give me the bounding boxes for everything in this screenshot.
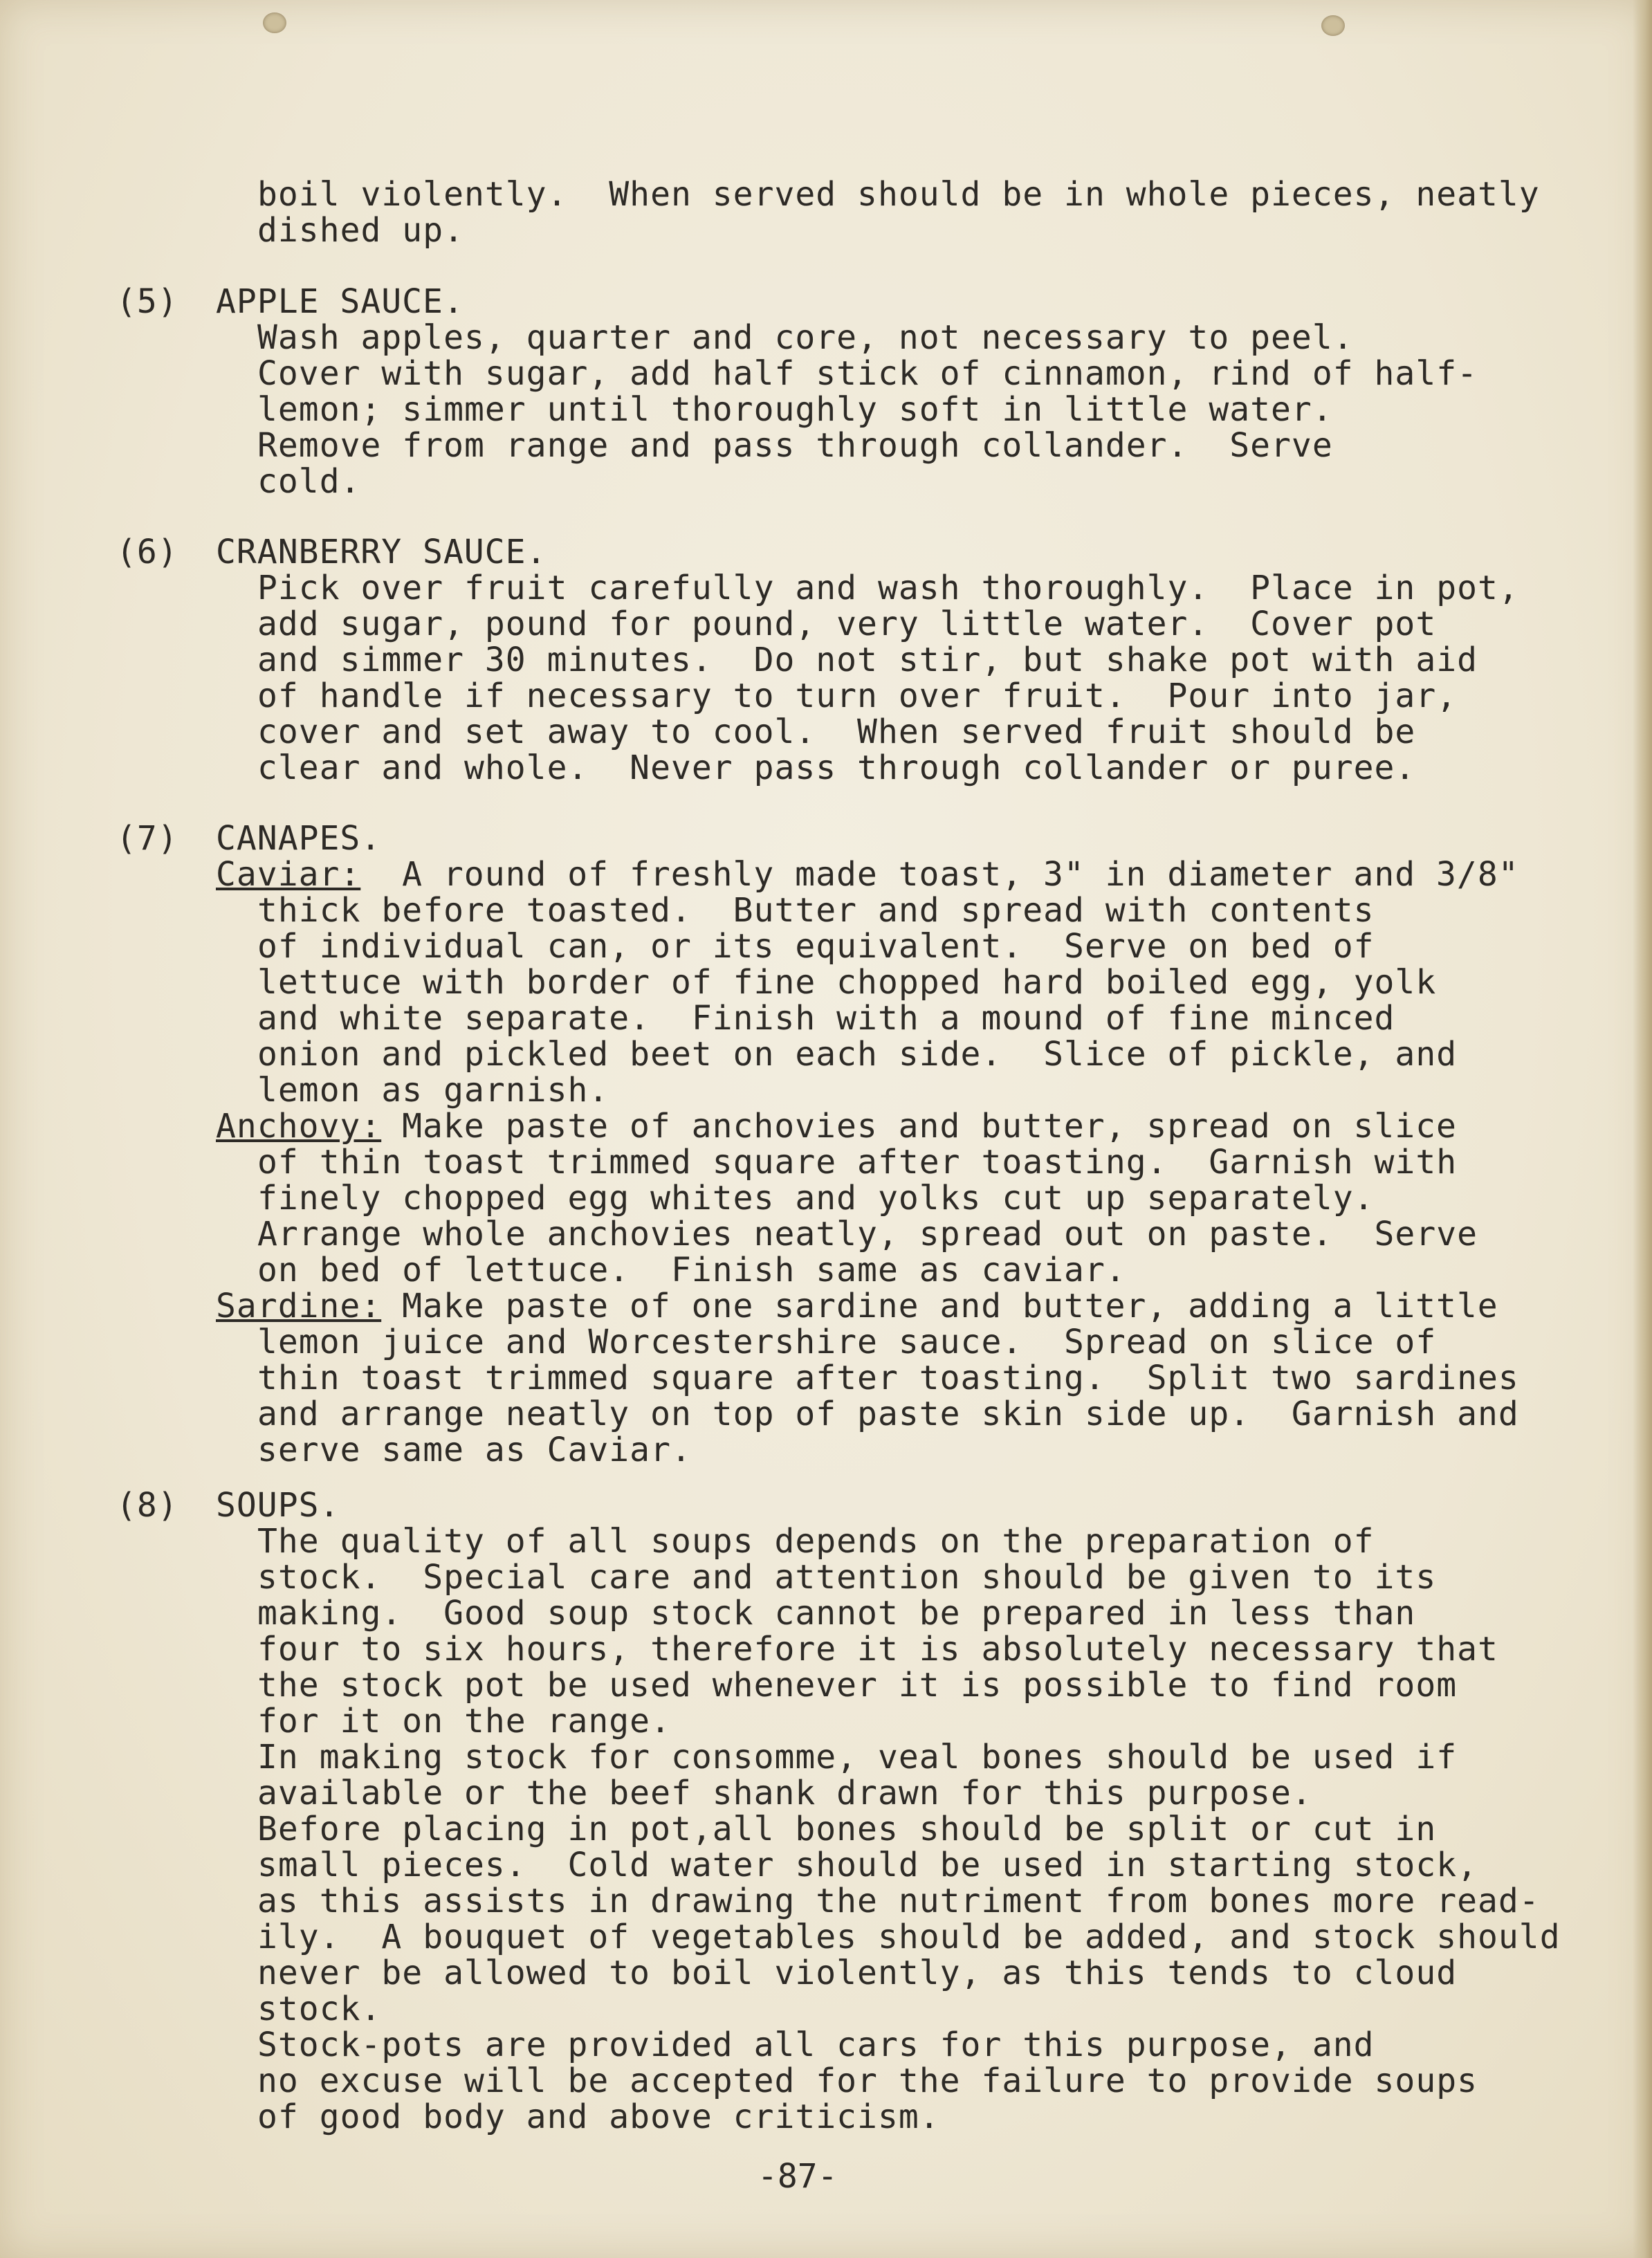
body-line: Stock-pots are provided all cars for this purpose, and: [257, 2026, 1375, 2064]
body-line: of individual can, or its equivalent. Serve on bed of: [257, 927, 1375, 966]
body-line: for it on the range.: [257, 1702, 671, 1741]
section-title: CANAPES.: [216, 819, 382, 858]
body-line: on bed of lettuce. Finish same as caviar.: [257, 1251, 1126, 1289]
caviar-label: Caviar:: [216, 855, 361, 894]
anchovy-first-text: Make paste of anchovies and butter, spread on slice: [381, 1107, 1457, 1146]
body-line: serve same as Caviar.: [257, 1431, 692, 1469]
anchovy-label: Anchovy:: [216, 1107, 382, 1146]
section-title: CRANBERRY SAUCE.: [216, 533, 547, 571]
body-line: clear and whole. Never pass through collander or puree.: [257, 749, 1416, 787]
body-line: thin toast trimmed square after toasting. Split two sardines: [257, 1359, 1519, 1397]
body-line: add sugar, pound for pound, very little water. Cover pot: [257, 605, 1437, 643]
caviar-first-line: [216, 856, 1519, 892]
paper-edge: [1633, 0, 1652, 2258]
body-line: onion and pickled beet on each side. Slice of pickle, and: [257, 1035, 1458, 1074]
body-line: as this assists in drawing the nutriment from bones more read-: [257, 1882, 1540, 1920]
body-line: Cover with sugar, add half stick of cinnamon, rind of half-: [257, 354, 1478, 393]
page-number: -87-: [758, 2157, 838, 2196]
body-line: The quality of all soups depends on the preparation of: [257, 1522, 1375, 1561]
section-number: (6): [116, 533, 178, 571]
body-line: of good body and above criticism.: [257, 2098, 940, 2136]
intro-line: boil violently. When served should be in whole pieces, neatly: [257, 175, 1540, 214]
section-title: SOUPS.: [216, 1486, 340, 1525]
body-line: finely chopped egg whites and yolks cut up separately.: [257, 1179, 1375, 1218]
intro-line: dished up.: [257, 211, 464, 250]
punch-hole-left: [263, 12, 286, 33]
section-number: (8): [116, 1486, 178, 1525]
body-line: of thin toast trimmed square after toasting. Garnish with: [257, 1143, 1458, 1182]
body-line: Arrange whole anchovies neatly, spread out on paste. Serve: [257, 1215, 1478, 1254]
sardine-first-line: [216, 1288, 1498, 1324]
body-line: stock.: [257, 1990, 382, 2028]
body-line: of handle if necessary to turn over fruit. Pour into jar,: [257, 677, 1458, 715]
anchovy-first-line: [216, 1108, 1457, 1144]
sardine-label: Sardine:: [216, 1287, 382, 1325]
punch-hole-right: [1321, 15, 1345, 36]
body-line: and white separate. Finish with a mound of fine minced: [257, 999, 1395, 1038]
body-line: Wash apples, quarter and core, not necessary to peel.: [257, 318, 1354, 357]
sardine-first-text: Make paste of one sardine and butter, adding a little: [381, 1287, 1498, 1325]
body-line: making. Good soup stock cannot be prepared in less than: [257, 1594, 1416, 1633]
body-line: and simmer 30 minutes. Do not stir, but shake pot with aid: [257, 641, 1478, 679]
body-line: lettuce with border of fine chopped hard boiled egg, yolk: [257, 963, 1437, 1002]
body-line: lemon; simmer until thoroughly soft in little water.: [257, 390, 1333, 429]
caviar-first-text: A round of freshly made toast, 3" in diameter and 3/8": [360, 855, 1519, 894]
section-title: APPLE SAUCE.: [216, 282, 464, 321]
body-line: Before placing in pot,all bones should be split or cut in: [257, 1810, 1437, 1848]
body-line: cold.: [257, 462, 361, 501]
body-line: and arrange neatly on top of paste skin side up. Garnish and: [257, 1395, 1519, 1433]
section-number: (7): [116, 819, 178, 858]
body-line: small pieces. Cold water should be used in starting stock,: [257, 1846, 1478, 1884]
body-line: ily. A bouquet of vegetables should be added, and stock should: [257, 1918, 1561, 1956]
body-line: four to six hours, therefore it is absolutely necessary that: [257, 1630, 1498, 1669]
body-line: cover and set away to cool. When served fruit should be: [257, 713, 1416, 751]
body-line: stock. Special care and attention should be given to its: [257, 1558, 1437, 1597]
body-line: the stock pot be used whenever it is possible to find room: [257, 1666, 1458, 1705]
body-line: Remove from range and pass through collander. Serve: [257, 426, 1333, 465]
body-line: thick before toasted. Butter and spread with contents: [257, 891, 1375, 930]
body-line: available or the beef shank drawn for this purpose.: [257, 1774, 1312, 1812]
body-line: Pick over fruit carefully and wash thoroughly. Place in pot,: [257, 569, 1519, 607]
section-number: (5): [116, 282, 178, 321]
body-line: In making stock for consomme, veal bones should be used if: [257, 1738, 1458, 1777]
body-line: lemon juice and Worcestershire sauce. Spread on slice of: [257, 1323, 1437, 1361]
body-line: no excuse will be accepted for the failure to provide soups: [257, 2062, 1478, 2100]
body-line: never be allowed to boil violently, as this tends to cloud: [257, 1954, 1458, 1992]
body-line: lemon as garnish.: [257, 1071, 609, 1110]
